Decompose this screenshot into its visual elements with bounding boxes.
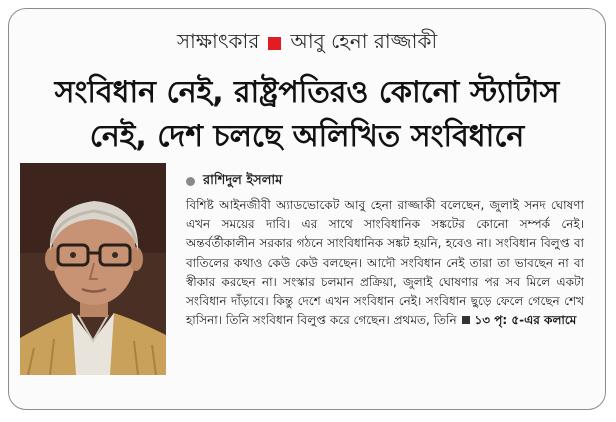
author-name: রাশিদুল ইসলাম — [203, 173, 283, 188]
headline-line-1: সংবিধান নেই, রাষ্ট্রপতিরও কোনো স্ট্যাটাস — [54, 75, 560, 110]
section-label: সাক্ষাৎকার — [176, 29, 260, 53]
article-body — [186, 196, 584, 330]
byline — [186, 171, 282, 192]
headline — [19, 71, 595, 159]
interviewee-photo — [20, 163, 166, 375]
interviewee-name: আবু হেনা রাজ্জাকী — [290, 29, 438, 53]
byline-bullet-icon — [186, 177, 195, 186]
headline-line-2: নেই, দেশ চলছে অলিখিত সংবিধানে — [89, 119, 525, 154]
continuation-text: ১৩ পৃ: ৫-এর কলামে — [474, 313, 577, 328]
section-kicker — [9, 27, 605, 60]
red-square-separator-icon — [268, 37, 281, 50]
article-body-text: বিশিষ্ট আইনজীবী অ্যাডভোকেট আবু হেনা রাজ্জাকী বলেছেন, জুলাই সনদ ঘোষণা এখন সময়ের দাবি। এর সাথে সাংবিধানিক সঙ্কটের কোনো সম্পর্ক নেই। অন্তর্বর্তীকালীন সরকার গঠনে সাংবিধানিক সঙ্কট হয়নি, হবেও না। সংবিধান বিলুপ্ত বা বাতিলের কথাও কেউ কেউ বলছেন। আদৌ সংবিধান নেই তারা তা ভাবছেন না বা স্বীকার করছেন না। সংস্কার চলমান প্রক্রিয়া, জুলাই ঘোষণার পর সব মিলে একটা সংবিধান দাঁড়াবে। কিন্তু দেশে এখন সংবিধান নেই। সংবিধান ছুড়ে ফেলে গেছেন শেখ হাসিনা। তিনি সংবিধান বিলুপ্ত করে গেছেন। প্রথমত, তিনি — [186, 198, 584, 328]
black-square-icon — [462, 316, 470, 324]
continuation-note — [460, 313, 576, 327]
